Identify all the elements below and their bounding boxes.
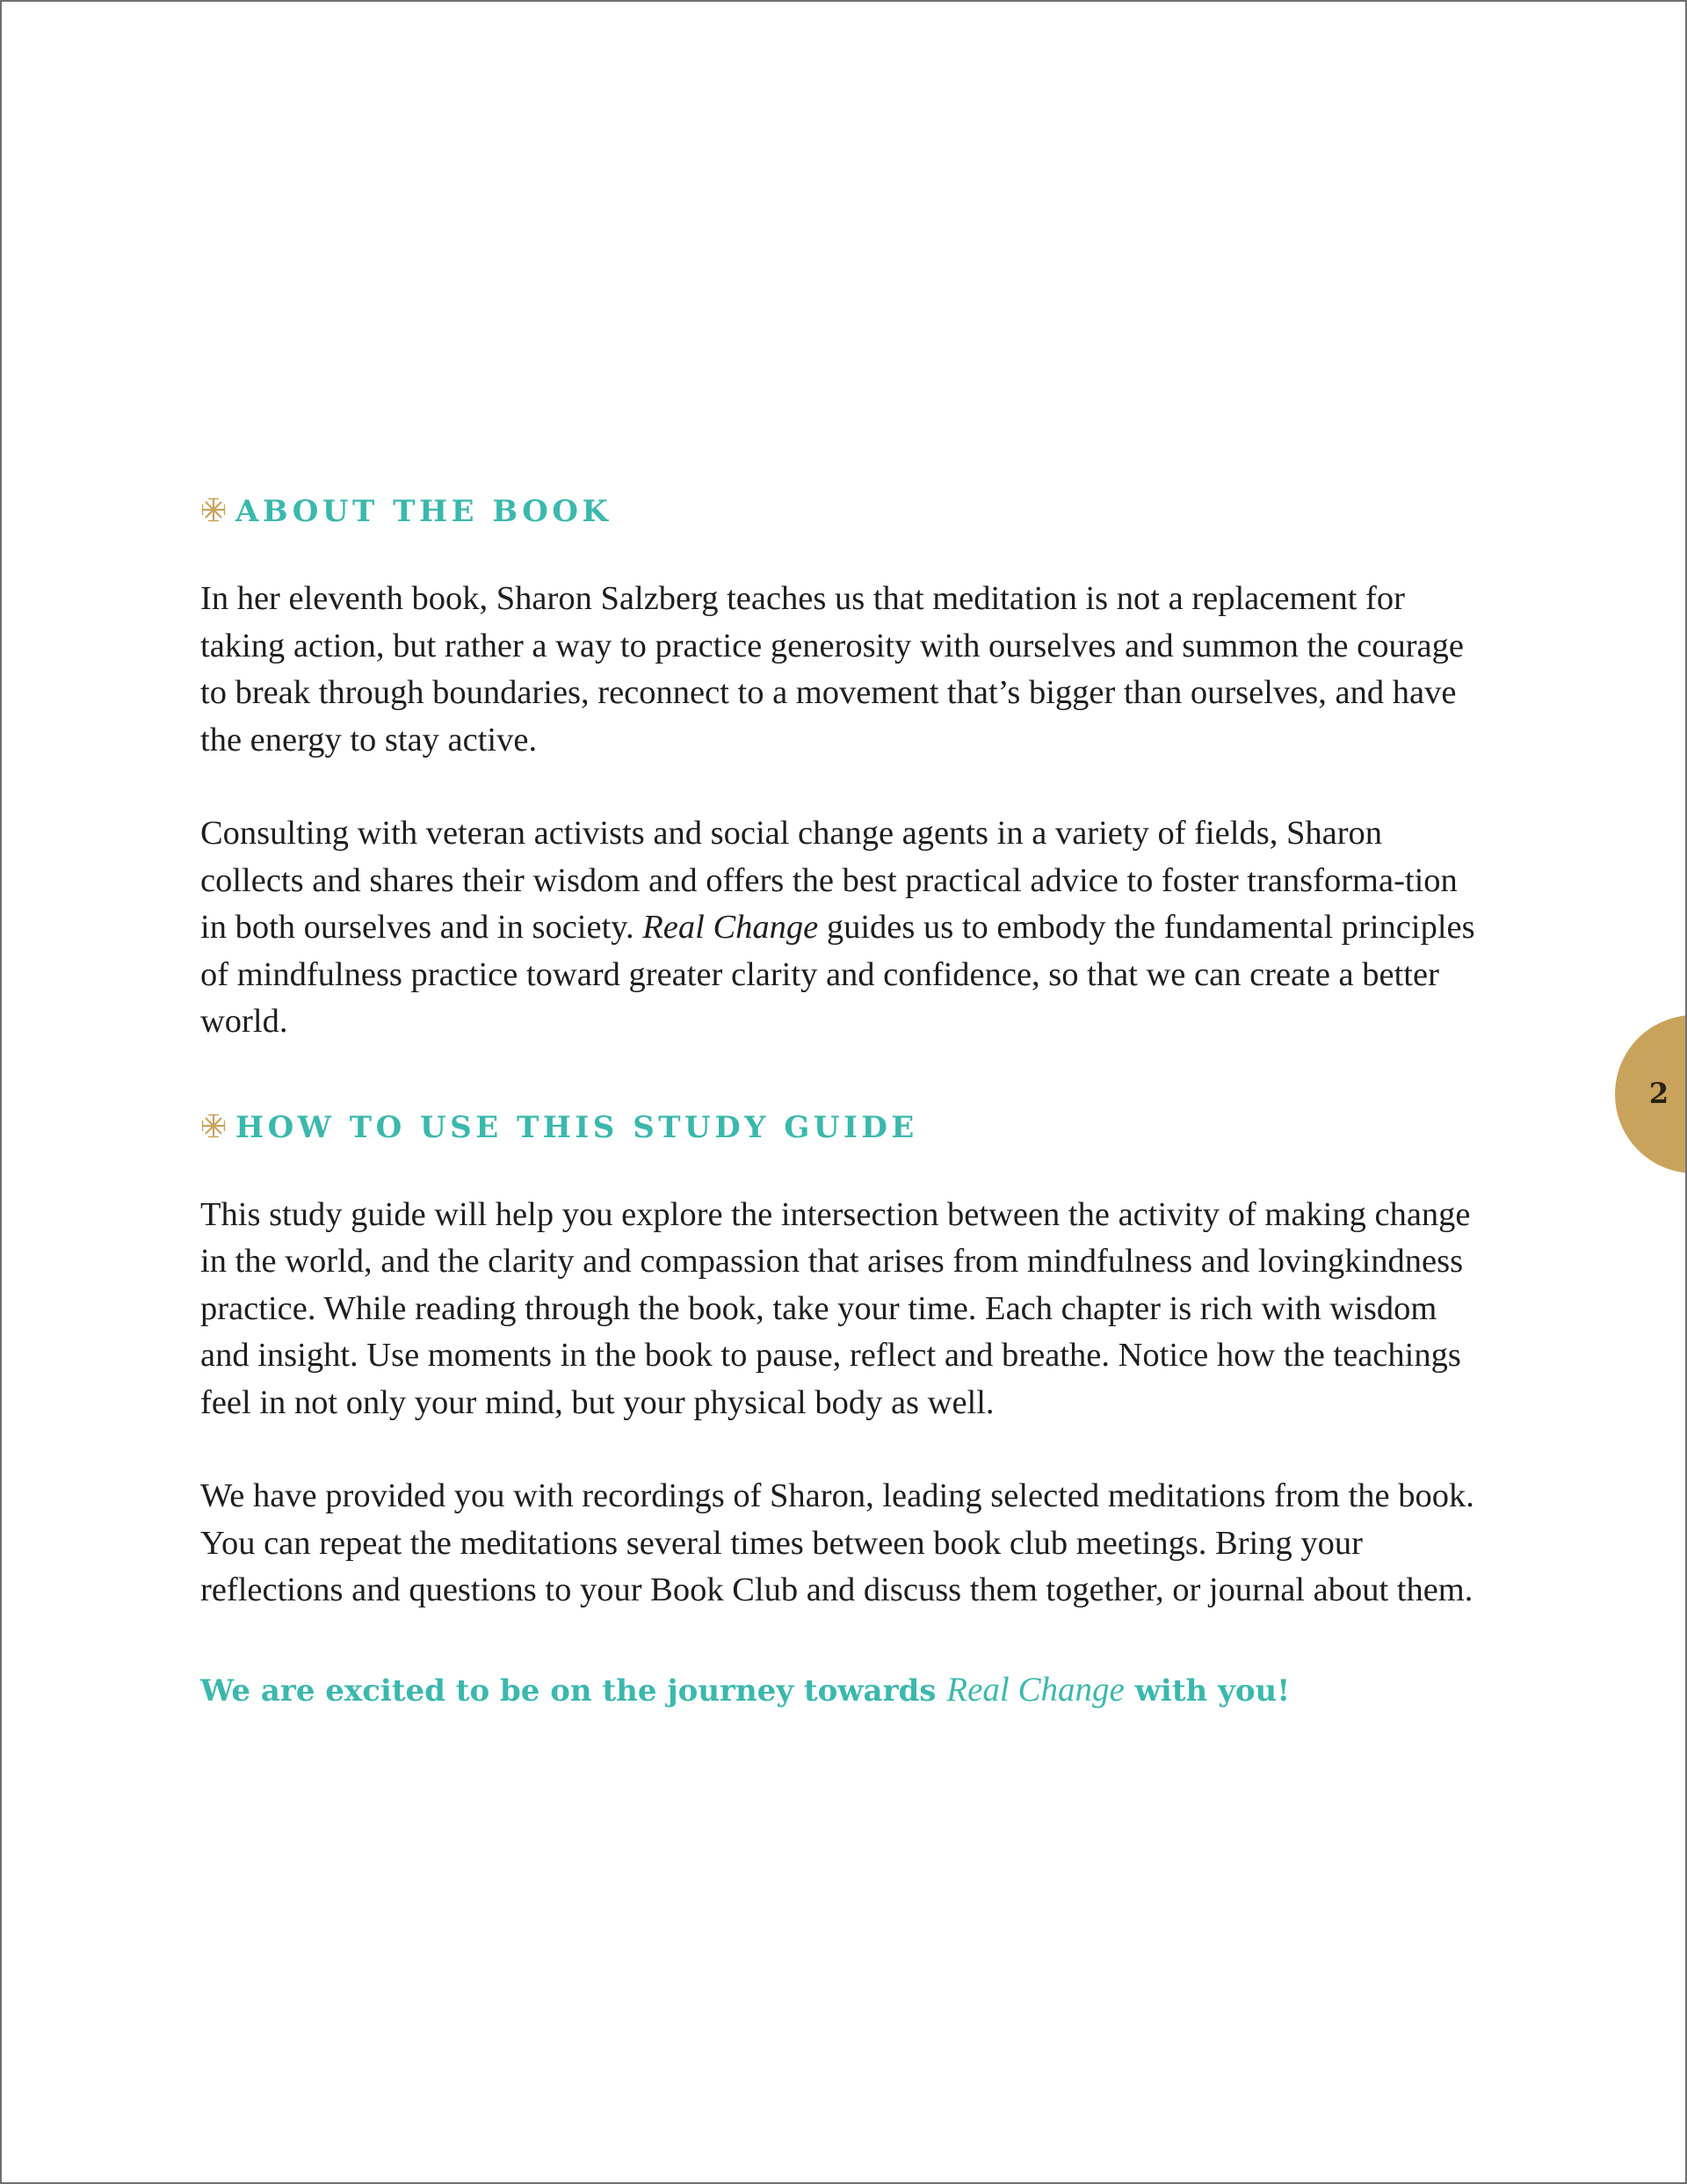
closing-book-title: Real Change [946, 1670, 1125, 1709]
page-content [200, 485, 1483, 1747]
about-p2-after: guides us to embody the fundamental principles of mindfulness practice toward greater clarity and confidence, so that we can create a better world. [200, 909, 1475, 1040]
book-title-real-change: Real Change [642, 909, 819, 946]
about-paragraph-2 [200, 810, 1483, 1046]
about-paragraph-1: In her eleventh book, Sharon Salzberg teaches us that meditation is not a replacement for taking action, but rather a way to practice generosity with ourselves and summon the courage to break through boundaries, reconnect to a movement that’s bigger than ourselves, and have the energy to stay active. [200, 580, 1464, 758]
asterisk-burst-icon [200, 497, 227, 523]
guide-paragraph-1: This study guide will help you explore the intersection between the activity of making change in the world, and the clarity and compassion that arises from mindfulness and lovingkindness practice. While reading through the book, take your time. Each chapter is rich with wisdom and insight. Use moments in the book to pause, reflect and breathe. Notice how the teachings feel in not only your mind, but your physical body as well. [200, 1195, 1471, 1421]
closing-after: with you! [1124, 1672, 1291, 1709]
page-number: 2 [1648, 1077, 1669, 1110]
about-the-book-heading [200, 485, 1483, 538]
guide-heading-text: HOW TO USE THIS STUDY GUIDE [235, 1109, 918, 1145]
how-to-use-heading [200, 1101, 1483, 1154]
about-heading-text: ABOUT THE BOOK [235, 494, 612, 529]
about-p2-before: Consulting with veteran activists and social change agents in a variety of fields, Sharon collects and shares their wisdom and offers the best practical advice to foster transforma-tion in both ourselves and in society. [200, 815, 1458, 946]
guide-paragraph-2: We have provided you with recordings of Sharon, leading selected meditations from the book. You can repeat the meditations several times between book club meetings. Bring your reflections and questions to your Book Club and discuss them together, or journal about them. [200, 1477, 1474, 1608]
asterisk-burst-icon [200, 1113, 227, 1139]
closing-statement [200, 1664, 1483, 1717]
closing-before: We are excited to be on the journey towards [200, 1672, 947, 1709]
